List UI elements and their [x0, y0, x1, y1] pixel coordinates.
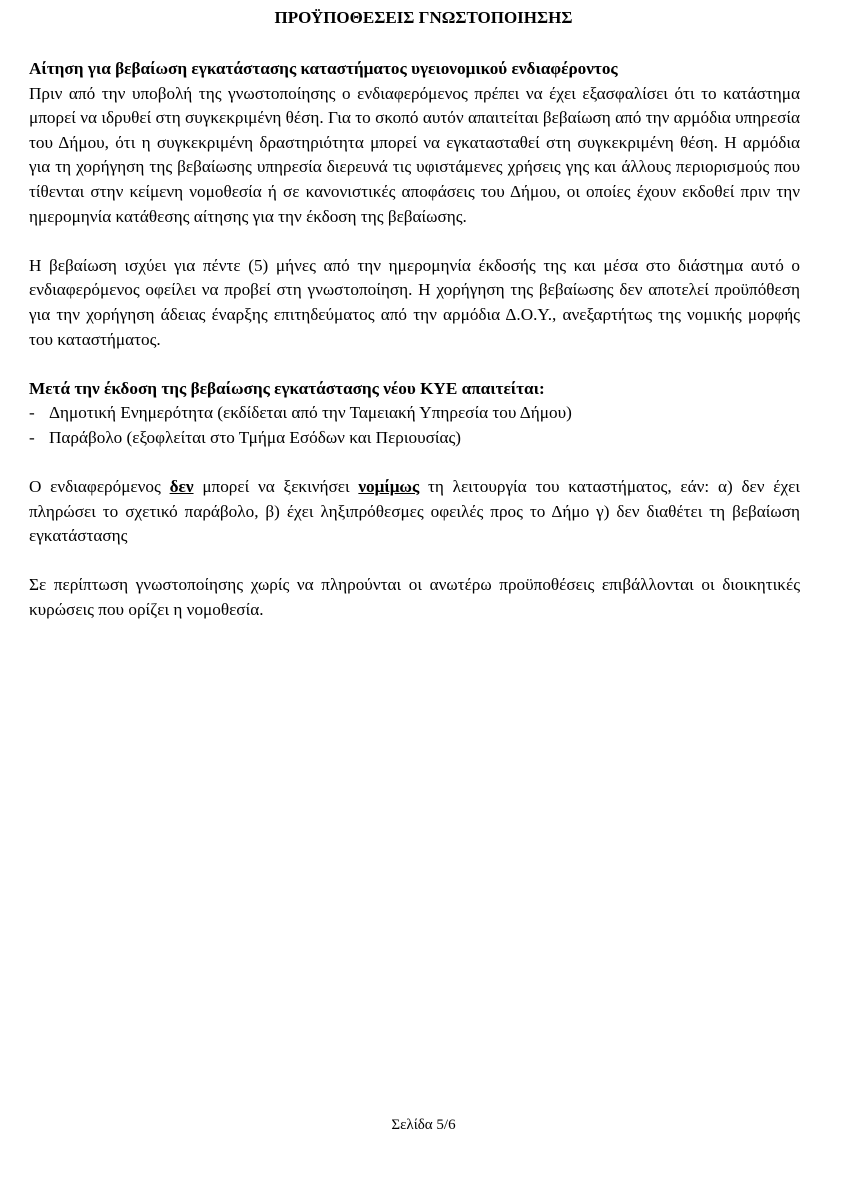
document-body: [29, 57, 800, 623]
list-item: [29, 426, 800, 451]
paragraph-validity: Η βεβαίωση ισχύει για πέντε (5) μήνες από την ημερομηνία έκδοσής της και μέσα στο διάστημα αυτό ο ενδιαφερόμενος οφείλει να προβεί στη γνωστοποίηση. Η χορήγηση της βεβαίωσης δεν αποτελεί προϋπόθεση για την χορήγηση άδειας έναρξης επιτηδεύματος από την αρμόδια Δ.Ο.Υ., ανεξαρτήτως της νομικής μορφής του καταστήματος.: [29, 255, 800, 349]
spacer: [29, 229, 800, 254]
list-item-text: Παράβολο (εξοφλείται στο Τμήμα Εσόδων και Περιουσίας): [49, 427, 462, 447]
conditions-text-part1: Ο ενδιαφερόμενος: [29, 477, 170, 497]
section-heading-requirements: Μετά την έκδοση της βεβαίωσης εγκατάστασης νέου ΚΥΕ απαιτείται:: [29, 378, 545, 398]
emphasis-den: δεν: [169, 477, 194, 497]
conditions-text-part3: τη λειτουργία του καταστήματος, εάν: α) δεν έχει πληρώσει το σχετικό παράβολο, β) έχει ληξιπρόθεσμες οφειλές προς το Δήμο γ) δεν διαθέτει τη βεβαίωση εγκατάστασης: [29, 477, 800, 546]
spacer: [29, 352, 800, 377]
section-heading-application: Αίτηση για βεβαίωση εγκατάστασης καταστήματος υγειονομικού ενδιαφέροντος: [29, 59, 618, 78]
conditions-text-part2: μπορεί να ξεκινήσει: [193, 477, 359, 497]
paragraph-sanctions: Σε περίπτωση γνωστοποίησης χωρίς να πληρούνται οι ανωτέρω προϋποθέσεις επιβάλλονται οι διοικητικές κυρώσεις που ορίζει η νομοθεσία.: [29, 575, 800, 620]
bullet-dash-icon: -: [29, 427, 35, 447]
list-item: [29, 401, 800, 426]
page-number: Σελίδα 5/6: [391, 1117, 456, 1133]
spacer: [29, 549, 800, 574]
requirements-list: [29, 401, 800, 450]
page-title: ΠΡΟΫΠΟΘΕΣΕΙΣ ΓΝΩΣΤΟΠΟΙΗΣΗΣ: [274, 8, 573, 27]
spacer: [29, 451, 800, 476]
paragraph-conditions: [29, 475, 800, 549]
paragraph-application: Πριν από την υποβολή της γνωστοποίησης ο ενδιαφερόμενος πρέπει να έχει εξασφαλίσει ότι το κατάστημα μπορεί να ιδρυθεί στη συγκεκριμένη θέση. Για το σκοπό αυτόν απαιτείται βεβαίωση από την αρμόδια υπηρεσία του Δήμου, ότι η συγκεκριμένη δραστηριότητα μπορεί να εγκατασταθεί στη συγκεκριμένη θέση. Η αρμόδια για τη χορήγηση της βεβαίωσης υπηρεσία διερευνά τις υφιστάμενες χρήσεις γης και άλλους περιορισμούς που τίθενται στην κείμενη νομοθεσία ή σε κανονιστικές αποφάσεις του Δήμου, οι οποίες έχουν εκδοθεί πριν την ημερομηνία κατάθεσης αίτησης για την έκδοση της βεβαίωσης.: [29, 83, 800, 226]
emphasis-nomimos: νομίμως: [358, 477, 420, 497]
bullet-dash-icon: -: [29, 403, 35, 423]
list-item-text: Δημοτική Ενημερότητα (εκδίδεται από την Ταμειακή Υπηρεσία του Δήμου): [49, 403, 572, 423]
